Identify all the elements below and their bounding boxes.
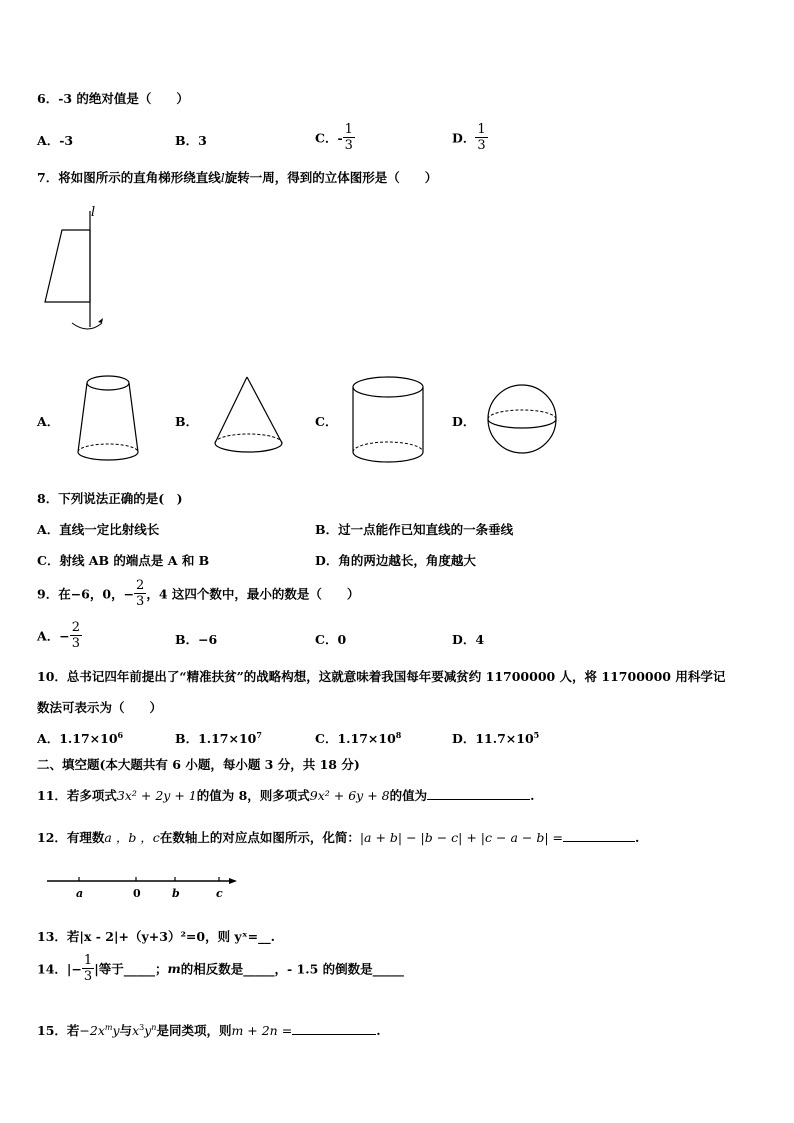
q10-option-c: C．$1.17\times 10^8$ — [315, 729, 402, 746]
q7-option-d: D． — [452, 414, 476, 429]
q7-option-b: B． — [175, 414, 199, 429]
q7-option-a: A． — [37, 414, 60, 429]
q9-stem: 9．在−6，0，− $\frac{2}{3}$ ，4 这四个数中，最小的数是（ ） — [37, 578, 360, 609]
q8-option-c: C．射线 AB 的端点是 A 和 B — [37, 553, 210, 568]
q9-option-c: C．0 — [315, 632, 347, 647]
q7-option-c: C． — [315, 414, 338, 429]
number-line-label-b: b — [172, 887, 180, 900]
q12-stem: 12．有理数a ，b ，c在数轴上的对应点如图所示，化简：|a + b| − |b − c| + |c − a − b| = . — [37, 830, 640, 845]
q8-option-b: B．过一点能作已知直线的一条垂线 — [315, 522, 514, 537]
q6-option-b: B．3 — [175, 133, 207, 148]
q6-stem: 6．-3 的绝对值是（ ） — [37, 91, 189, 106]
cone-icon — [212, 375, 292, 465]
q10-line2: 数法可表示为（ ） — [37, 700, 163, 715]
frustum-icon — [75, 372, 145, 467]
cylinder-icon — [350, 375, 430, 467]
q10-option-a: A．$1.17\times 10^6$ — [37, 729, 124, 746]
number-line — [45, 873, 245, 903]
sphere-icon — [486, 383, 561, 458]
q8-stem: 8．下列说法正确的是( ) — [37, 491, 183, 506]
q10-option-d: D．$11.7\times 10^5$ — [452, 729, 540, 746]
q6-option-d: D． $\frac{1}{3}$ — [452, 122, 486, 153]
q9-option-a: A．− $\frac{2}{3}$ — [37, 620, 80, 651]
q14-stem: 14．|− $\frac{1}{3}$ |等于_____；m的相反数是_____，- 1.5 的倒数是_____ — [37, 953, 404, 984]
number-line-label-0: 0 — [133, 887, 141, 900]
q7-stem: 7．将如图所示的直角梯形绕直线l旋转一周，得到的立体图形是（ ） — [37, 170, 438, 185]
axis-label-l: l — [91, 205, 96, 220]
q9-option-b: B．−6 — [175, 632, 218, 647]
q10-line1: 10．总书记四年前提出了“精准扶贫”的战略构想，这就意味着我国每年要减贫约 11700000 人，将 11700000 用科学记 — [37, 669, 726, 684]
q13-stem: 13．若|x - 2|+（y+3）²=0，则 yˣ=__. — [37, 929, 275, 944]
section-heading: 二、填空题(本大题共有 6 小题，每小题 3 分，共 18 分) — [37, 757, 360, 772]
q11-stem: 11．若多项式3x² + 2y + 1的值为 8，则多项式9x² + 6y + 8的值为 . — [37, 788, 535, 803]
q15-stem: 15．若$-2x^my$与$x^3y^n$是同类项，则m + 2n = . — [37, 1022, 381, 1038]
q6-option-c: C．- $\frac{1}{3}$ — [315, 122, 353, 153]
q8-option-a: A．直线一定比射线长 — [37, 522, 160, 537]
number-line-label-a: a — [76, 887, 84, 900]
q10-option-b: B．$1.17\times 10^7$ — [175, 729, 262, 746]
q8-option-d: D．角的两边越长，角度越大 — [315, 553, 476, 568]
q6-option-a: A．-3 — [37, 133, 74, 148]
trapezoid-rotation-figure — [40, 205, 120, 335]
number-line-label-c: c — [216, 887, 223, 900]
q9-option-d: D．4 — [452, 632, 485, 647]
